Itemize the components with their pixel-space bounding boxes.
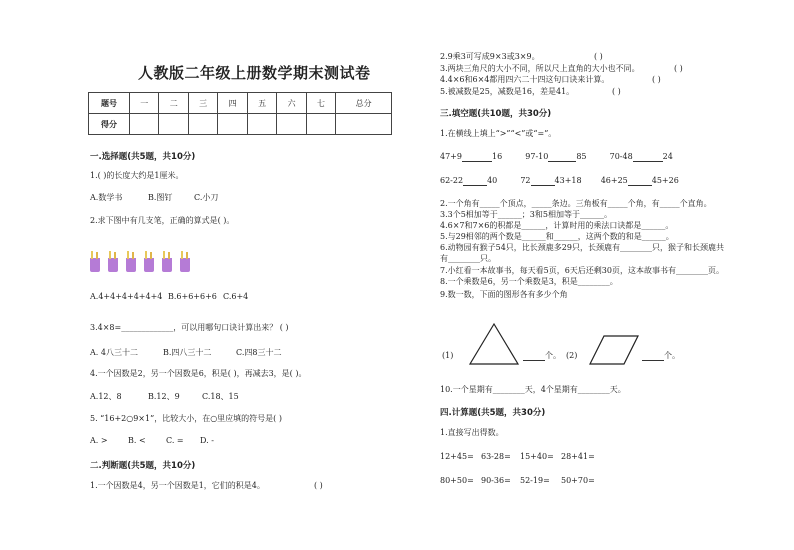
shape-1-label: (1) (442, 351, 454, 360)
score-cell[interactable] (247, 114, 276, 135)
score-header-cell: 题号 (89, 93, 130, 114)
section-title-choice: 一.选择题(共5题，共10分) (90, 152, 196, 162)
judge-1: 1.一个因数是4，另一个因数是1，它们的积是4。 (90, 481, 265, 490)
fill-2: 2.一个角有_____个顶点，_____条边。三角板有_____个角，有_____个直角。 (440, 199, 712, 208)
score-cell[interactable] (218, 114, 247, 135)
calc-item: 52-19= (520, 476, 550, 485)
compare-left: 97-10 (525, 152, 549, 161)
option-a: A. > (90, 436, 108, 445)
option-b: B. < (128, 436, 146, 445)
shape-unit: 个。 (664, 351, 680, 360)
question-5: 5. “16+2○9×1”，比较大小，在○里应填的符号是( ) (90, 414, 282, 423)
score-cell[interactable] (159, 114, 188, 135)
answer-paren[interactable]: ( ) (612, 87, 621, 96)
answer-paren[interactable]: ( ) (652, 75, 661, 84)
answer-blank[interactable] (463, 177, 487, 186)
calc-item: 50+70= (561, 476, 595, 485)
shape-2-answer (642, 351, 680, 361)
pencil-cup-icon (144, 258, 154, 272)
calc-item: 12+45= (440, 452, 474, 461)
compare-left: 70-48 (609, 152, 633, 161)
compare-row (440, 176, 679, 186)
shape-1-answer (523, 351, 561, 361)
option-c: C.四8三十二 (236, 348, 282, 357)
fill-3: 3.3个5相加等于______；3和5相加等于______。 (440, 210, 612, 219)
question-3: 3.4×8=_____________，可以用哪句口诀计算出来？ ( ) (90, 323, 289, 332)
score-table-header-row (89, 93, 392, 114)
score-table-row (89, 114, 392, 135)
fill-6-cont: 有________只。 (440, 254, 496, 263)
shape-unit: 个。 (545, 351, 561, 360)
answer-blank[interactable] (523, 352, 545, 361)
score-table (88, 92, 392, 135)
option-c: C. = (166, 436, 184, 445)
score-cell[interactable] (336, 114, 392, 135)
score-header-cell: 六 (277, 93, 306, 114)
section-title-fill: 三.填空题(共10题，共30分) (440, 109, 552, 119)
compare-right: 40 (487, 176, 498, 185)
option-b: B.四八三十二 (163, 348, 212, 357)
calc-1: 1.直接写出得数。 (440, 428, 504, 437)
score-header-cell: 五 (247, 93, 276, 114)
option-a: A.数学书 (90, 193, 123, 202)
page-title: 人教版二年级上册数学期末测试卷 (138, 64, 371, 82)
judge-2: 2.9乘3可写成9×3或3×9。 (440, 52, 540, 61)
compare-right: 85 (576, 152, 587, 161)
fill-4: 4.6×7和7×6的积都是______，计算时用的乘法口诀都是______。 (440, 221, 674, 230)
question-4: 4.一个因数是2，另一个因数是6，积是( )，再减去3，是( )。 (90, 369, 307, 378)
score-header-cell: 二 (159, 93, 188, 114)
answer-blank[interactable] (628, 177, 652, 186)
option-a: A. 4八三十二 (90, 348, 138, 357)
compare-left: 62-22 (440, 176, 464, 185)
fill-5: 5.与29相邻的两个数是______和______，这两个数的和是______。 (440, 232, 674, 241)
answer-paren[interactable]: ( ) (594, 52, 603, 61)
compare-left: 72 (520, 176, 531, 185)
option-a: A.4+4+4+4+4+4 (90, 292, 163, 301)
pencil-cup-icon (180, 258, 190, 272)
score-header-cell: 总分 (336, 93, 392, 114)
fill-9: 9.数一数，下面的图形各有多少个角 (440, 290, 568, 299)
judge-4: 4.4×6和6×4都用四六二十四这句口诀来计算。 (440, 75, 610, 84)
score-row-label: 得分 (89, 114, 130, 135)
section-title-judge: 二.判断题(共5题，共10分) (90, 461, 196, 471)
answer-blank[interactable] (548, 153, 576, 162)
compare-right: 16 (491, 152, 503, 161)
answer-paren[interactable]: ( ) (314, 481, 323, 490)
calc-item: 28+41= (561, 452, 595, 461)
score-cell[interactable] (188, 114, 217, 135)
score-header-cell: 七 (306, 93, 335, 114)
answer-blank[interactable] (633, 153, 663, 162)
parallelogram-shape (588, 332, 640, 368)
answer-blank[interactable] (462, 153, 492, 162)
answer-paren[interactable]: ( ) (674, 64, 683, 73)
compare-right: 24 (662, 152, 673, 161)
question-2: 2.求下图中有几支笔，正确的算式是( )。 (90, 216, 235, 225)
pencil-cup-icon (108, 258, 118, 272)
option-c: C.小刀 (194, 193, 219, 202)
compare-row (440, 152, 673, 162)
shape-2-label: (2) (566, 351, 578, 360)
judge-5: 5.被减数是25，减数是16，差是41。 (440, 87, 575, 96)
fill-6: 6.动物园有猴子54只，比长颈鹿多29只，长颈鹿有________只，猴子和长颈鹿共 (440, 243, 724, 252)
score-header-cell: 四 (218, 93, 247, 114)
fill-1: 1.在横线上填上“>”“<”或“=”。 (440, 129, 557, 138)
triangle-shape (466, 320, 522, 368)
option-a: A.12、8 (90, 392, 122, 401)
compare-left: 47+9 (440, 152, 462, 161)
answer-blank[interactable] (642, 352, 664, 361)
judge-3: 3.两块三角尺的大小不同，所以尺上直角的大小也不同。 (440, 64, 640, 73)
compare-right: 43+18 (554, 176, 582, 185)
answer-blank[interactable] (531, 177, 555, 186)
pencil-cup-icon (162, 258, 172, 272)
compare-right: 45+26 (651, 176, 679, 185)
option-b: B.图钉 (148, 193, 173, 202)
calc-item: 80+50= (440, 476, 474, 485)
score-cell[interactable] (130, 114, 159, 135)
score-cell[interactable] (277, 114, 306, 135)
compare-left: 46+25 (600, 176, 628, 185)
fill-10: 10.一个星期有________天，4个星期有________天。 (440, 385, 626, 394)
fill-7: 7.小红看一本故事书，每天看5页，6天后还剩30页，这本故事书有________页。 (440, 266, 724, 275)
option-b: B.12、9 (148, 392, 180, 401)
fill-8: 8.一个乘数是6，另一个乘数是3，积是________。 (440, 277, 618, 286)
option-c: C.18、15 (202, 392, 239, 401)
calc-item: 90-36= (481, 476, 511, 485)
option-b: B.6+6+6+6 (168, 292, 217, 301)
option-c: C.6+4 (223, 292, 249, 301)
section-title-calc: 四.计算题(共5题，共30分) (440, 408, 546, 418)
calc-item: 63-28= (481, 452, 511, 461)
pencil-cup-icon (90, 258, 100, 272)
option-d: D. - (200, 436, 214, 445)
score-header-cell: 一 (130, 93, 159, 114)
score-cell[interactable] (306, 114, 335, 135)
score-header-cell: 三 (188, 93, 217, 114)
calc-item: 15+40= (520, 452, 554, 461)
question-1: 1.( )的长度大约是1厘米。 (90, 171, 184, 180)
pencil-cup-icon (126, 258, 136, 272)
